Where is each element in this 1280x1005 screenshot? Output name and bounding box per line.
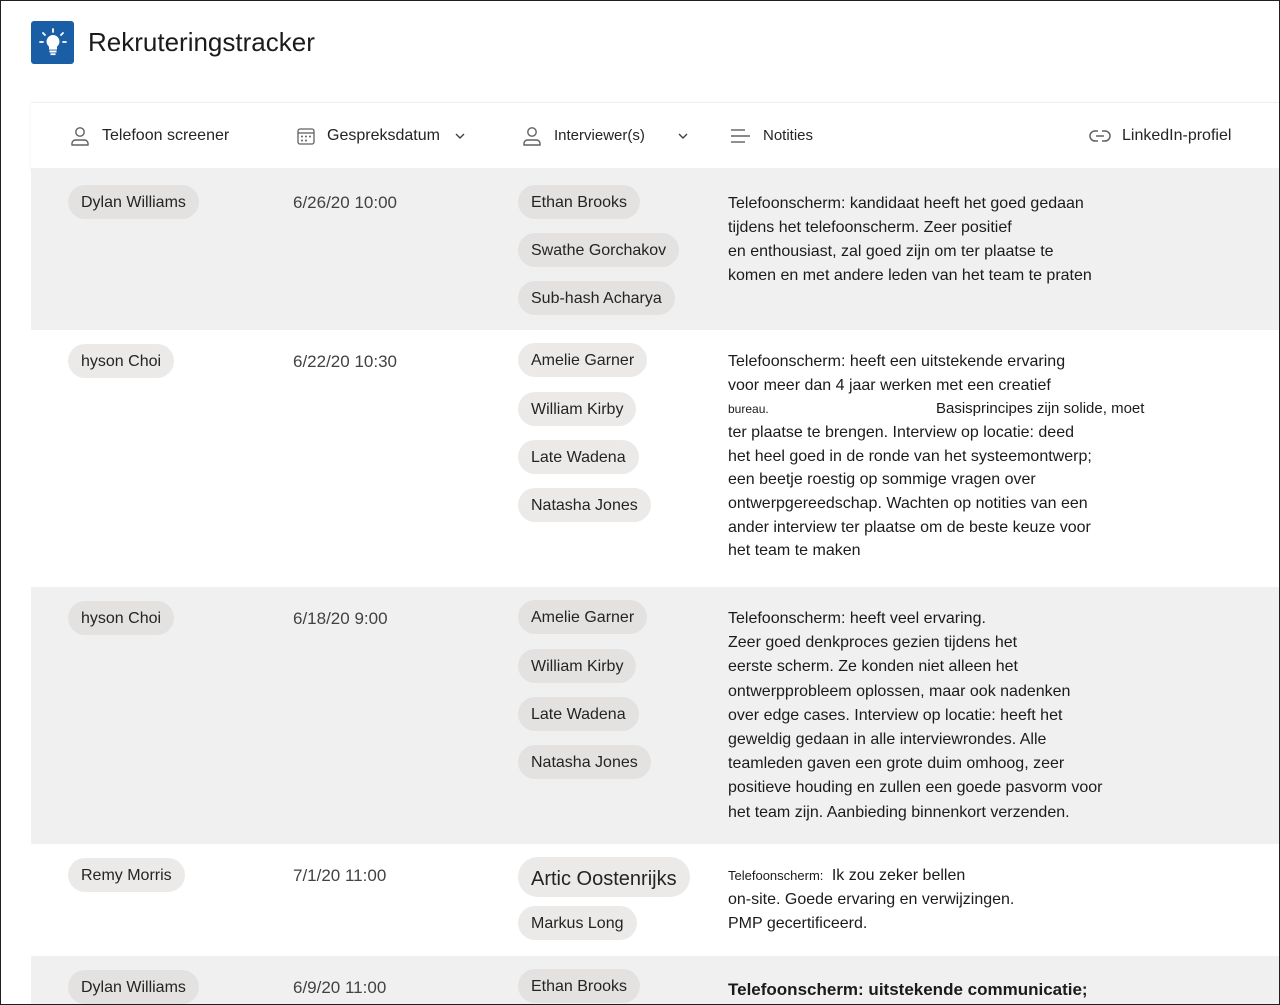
notes-line: voor meer dan 4 jaar werken met een creatief [728, 376, 1051, 394]
notes-line [728, 864, 1014, 888]
table-row[interactable] [31, 168, 1279, 330]
person-icon [521, 125, 543, 147]
column-header-interviewers[interactable] [521, 103, 689, 168]
column-header-label: LinkedIn-profiel [1122, 126, 1232, 144]
notes-line: ter plaatse te brengen. Interview op locatie: deed [728, 424, 1074, 442]
screener-pill[interactable]: Dylan Williams [68, 970, 199, 1004]
chevron-down-icon[interactable] [677, 130, 689, 142]
tracker-table [31, 102, 1279, 1005]
notes-line: Telefoonscherm: heeft veel ervaring. [728, 610, 986, 627]
table-row[interactable] [31, 956, 1279, 1005]
notes-line: Telefoonscherm: kandidaat heeft het goed gedaan [728, 195, 1084, 212]
notes-line: ontwerpgereedschap. Wachten op notities van een [728, 494, 1088, 512]
interviewer-pill[interactable]: William Kirby [518, 649, 636, 683]
notes-line: het heel goed in de ronde van het systeemontwerp; [728, 447, 1092, 465]
notes-line: Telefoonscherm: uitstekende communicatie; [728, 980, 1088, 999]
interviewer-pill[interactable]: Sub-hash Acharya [518, 281, 675, 315]
notes-line: PMP gecertificeerd. [728, 915, 868, 932]
notes-line: het team zijn. Aanbieding binnenkort verzenden. [728, 803, 1070, 821]
notes-line: het team te maken [728, 542, 861, 560]
interview-date: 6/26/20 10:00 [293, 193, 397, 212]
interviewer-pill[interactable]: Natasha Jones [518, 745, 651, 779]
notes-line: en enthousiast, zal goed zijn om ter plaatse te [728, 243, 1054, 260]
notes-line: een beetje roestig op sommige vragen over [728, 471, 1036, 489]
interviewer-pill[interactable]: Artic Oostenrijks [518, 857, 690, 897]
column-header-label: Telefoon screener [102, 126, 230, 144]
chevron-down-icon[interactable] [454, 130, 466, 142]
interviewer-pill[interactable]: Amelie Garner [518, 343, 647, 377]
notes-line: Zeer goed denkproces gezien tijdens het [728, 634, 1018, 652]
column-header-date[interactable] [296, 103, 466, 168]
person-icon [69, 125, 91, 147]
screener-pill[interactable]: hyson Choi [68, 344, 174, 378]
notes-line: positieve houding en zullen een goede pasvorm voor [728, 779, 1103, 797]
notes-fragment: Telefoonscherm: [728, 868, 824, 883]
interviewer-pill[interactable]: Swathe Gorchakov [518, 233, 679, 267]
notes-line [728, 397, 1145, 421]
notes-fragment: Ik zou zeker bellen [831, 867, 966, 884]
notes-text[interactable] [728, 978, 1088, 1002]
app-title: Rekruteringstracker [88, 26, 315, 57]
text-lines-icon [730, 126, 752, 146]
notes-line: teamleden gaven een grote duim omhoog, zeer [728, 755, 1065, 773]
column-header-label: Notities [763, 127, 814, 144]
notes-fragment: Basisprincipes zijn solide, moet [936, 400, 1145, 418]
notes-line: over edge cases. Interview op locatie: heeft het [728, 706, 1063, 724]
column-header-notes[interactable] [730, 103, 813, 168]
interviewer-pill[interactable]: Late Wadena [518, 697, 639, 731]
notes-text[interactable] [728, 192, 1092, 288]
interview-date: 7/1/20 11:00 [293, 866, 387, 885]
interview-date: 6/9/20 11:00 [293, 978, 387, 997]
screener-pill[interactable]: Remy Morris [68, 858, 185, 892]
interviewer-pill[interactable]: Natasha Jones [518, 488, 651, 522]
notes-line: komen en met andere leden van het team te praten [728, 267, 1092, 284]
notes-line: ander interview ter plaatse om de beste keuze voor [728, 518, 1091, 536]
notes-text[interactable] [728, 864, 1014, 936]
column-header-label: Gespreksdatum [327, 126, 440, 144]
lightbulb-icon [31, 21, 74, 64]
interviewer-pill[interactable]: Ethan Brooks [518, 185, 640, 219]
interview-date: 6/18/20 9:00 [293, 609, 388, 628]
table-row[interactable] [31, 587, 1279, 844]
link-icon [1089, 129, 1111, 143]
interviewer-pill[interactable]: Ethan Brooks [518, 969, 640, 1003]
notes-line: Telefoonscherm: heeft een uitstekende ervaring [728, 353, 1066, 370]
interviewer-pill[interactable]: Amelie Garner [518, 600, 647, 634]
notes-text[interactable] [728, 607, 1102, 825]
notes-line: ontwerpprobleem oplossen, maar ook nadenken [728, 682, 1071, 700]
table-row[interactable] [31, 330, 1279, 587]
table-row[interactable] [31, 844, 1279, 956]
notes-line: on-site. Goede ervaring en verwijzingen. [728, 891, 1015, 908]
app-header [31, 20, 315, 64]
interviewer-pill[interactable]: Late Wadena [518, 440, 639, 474]
column-header-row [31, 102, 1279, 168]
column-header-label: Interviewer(s) [554, 127, 645, 144]
notes-line: geweldig gedaan in alle interviewrondes. Alle [728, 731, 1047, 749]
notes-line: eerste scherm. Ze konden niet alleen het [728, 658, 1018, 676]
notes-line: tijdens het telefoonscherm. Zeer positief [728, 219, 1012, 236]
interview-date: 6/22/20 10:30 [293, 352, 397, 371]
notes-fragment: bureau. [728, 402, 769, 417]
screener-pill[interactable]: Dylan Williams [68, 185, 199, 219]
interviewer-pill[interactable]: Markus Long [518, 906, 637, 940]
interviewer-pill[interactable]: William Kirby [518, 392, 636, 426]
column-header-linkedin[interactable] [1089, 103, 1231, 168]
screener-pill[interactable]: hyson Choi [68, 601, 174, 635]
calendar-icon [296, 126, 316, 146]
notes-text[interactable] [728, 350, 1145, 563]
column-header-screener[interactable] [69, 103, 229, 168]
